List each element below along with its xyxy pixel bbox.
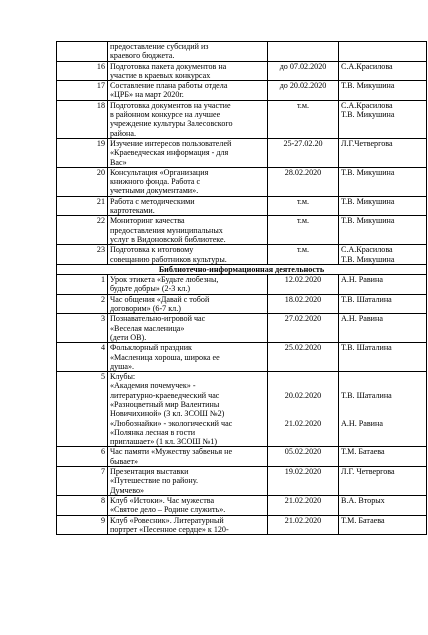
text-line: литературно-краеведческий час [110,390,220,400]
text-line: Работа с методическими [110,196,195,206]
text-line: «ЦРБ» на март 2020г. [110,90,184,100]
row-number: 17 [57,81,108,101]
text-line: «Путешествие по району. [110,476,199,486]
event-date [268,372,339,447]
text-line: А.Н. Равина [341,314,383,324]
text-line: «Любознайки» - экологический час [110,418,233,428]
event-title [108,81,268,101]
event-title [108,495,268,515]
text-line: картотеками. [110,206,155,216]
event-title [108,515,268,535]
event-title [108,196,268,216]
text-line: договорим» (6-7 кл.) [110,304,181,314]
text-line: Л.Г.Четвергова [341,138,393,148]
event-date: т.м. [268,216,339,245]
spacer [341,409,424,418]
text-line: Клуб «Истоки». Час мужества [110,495,215,505]
spacer [270,400,336,409]
row-number: 16 [57,61,108,81]
spacer [270,381,336,390]
table-row [57,167,427,196]
text-line: Подготовка пакета документов на [110,61,227,71]
text-line: Думчево» [110,485,145,495]
text-line: «Краеведческая информация - для [110,148,229,158]
text-line: «Масленица хороша, широка ее [110,352,220,362]
event-date: т.м. [268,245,339,265]
table-row [57,42,427,62]
event-date: до 07.02.2020 [268,61,339,81]
responsible [339,42,427,62]
responsible [339,167,427,196]
responsible [339,314,427,343]
text-line: Познавательно-игровой час [110,314,206,324]
plan-table [56,41,427,535]
event-date: 18.02.2020 [268,294,339,314]
text-line: «Святое дело – Родине служить». [110,505,226,515]
row-number: 20 [57,167,108,196]
text-line: Т.М. Батаева [341,447,385,457]
table-row [57,294,427,314]
table-row [57,275,427,295]
text-line: краевого бюджета. [110,51,175,61]
event-title [108,216,268,245]
text-line: Подготовка документов на участие [110,100,231,110]
event-title [108,294,268,314]
event-title [108,447,268,467]
table-row [57,343,427,372]
row-number: 21 [57,196,108,216]
text-line: Консультация «Организация [110,167,209,177]
responsible [339,447,427,467]
text-line: Т.В. Микушина [341,196,395,206]
text-line: участие в краевых конкурсах [110,70,211,80]
text-line: Клуб «Ровесник». Литературный [110,515,224,525]
text-line: «Разноцветный мир Валентины [110,399,220,409]
text-line: учреждение культуры Залесовского [110,119,233,129]
text-line: С.А.Красилова [341,100,393,110]
responsible [339,61,427,81]
event-date: 28.02.2020 [268,167,339,196]
responsible [339,467,427,496]
text-line: Л.Г. Четвергова [341,467,395,477]
row-number: 18 [57,100,108,138]
event-date: до 20.02.2020 [268,81,339,101]
text-line: душа». [110,361,135,371]
event-title [108,314,268,343]
row-number: 19 [57,138,108,167]
event-date: 27.02.2020 [268,314,339,343]
event-date: 05.02.2020 [268,447,339,467]
text-line: Т.В. Микушина [341,254,395,264]
row-number: 23 [57,245,108,265]
row-number: 22 [57,216,108,245]
text-line: Подготовка к итоговому [110,245,194,255]
section-row [57,264,427,274]
event-title [108,275,268,295]
event-date: 21.02.2020 [268,515,339,535]
row-number: 7 [57,467,108,496]
event-date: 21.02.2020 [268,495,339,515]
text-line: «Полянка лесная в гости [110,427,196,437]
text-line: 21.02.2020 [284,418,322,428]
responsible [339,138,427,167]
table-row [57,447,427,467]
row-number: 4 [57,343,108,372]
event-date: 12.02.2020 [268,275,339,295]
table-row [57,515,427,535]
text-line: услуг в Видоновской библиотеке. [110,234,226,244]
table-row [57,314,427,343]
responsible [339,343,427,372]
responsible [339,81,427,101]
responsible [339,275,427,295]
row-number: 1 [57,275,108,295]
event-date: т.м. [268,100,339,138]
text-line: Урок этикета «Будьте любезны, [110,275,219,285]
text-line: Клубы: [110,372,136,382]
text-line: Час общения «Давай с тобой [110,294,210,304]
table-row [57,245,427,265]
text-line: Т.В. Микушина [341,110,395,120]
text-line: Т.В. Микушина [341,216,395,226]
text-line: Презентация выставки [110,467,189,477]
row-number: 3 [57,314,108,343]
responsible [339,372,427,447]
text-line: Вас» [110,157,127,167]
text-line: Составление плана работы отдела [110,81,228,91]
event-date [268,42,339,62]
text-line: в районном конкурсе на лучшее [110,110,221,120]
event-date: 25.02.2020 [268,343,339,372]
text-line: Мониторинг качества [110,216,185,226]
text-line: предоставления муниципальных [110,225,223,235]
event-title [108,343,268,372]
event-title [108,61,268,81]
text-line: бывает» [110,456,139,466]
text-line: учетными документами». [110,186,199,196]
text-line: района. [110,128,136,138]
text-line: книжного фонда. Работа с [110,177,201,187]
text-line: «Веселая масленица» [110,323,185,333]
event-title [108,100,268,138]
table-row [57,138,427,167]
row-number: 6 [57,447,108,467]
responsible [339,245,427,265]
spacer [270,372,336,381]
spacer [341,400,424,409]
text-line: С.А.Красилова [341,61,393,71]
event-title [108,245,268,265]
text-line: «Академия почемучек» - [110,381,196,391]
row-number: 2 [57,294,108,314]
text-line: предоставление субсидий из [110,42,209,51]
responsible [339,216,427,245]
text-line: В.А. Вторых [341,495,385,505]
row-number: 8 [57,495,108,515]
text-line: будьте добры» (2-3 кл.) [110,284,191,294]
responsible [339,294,427,314]
row-number [57,42,108,62]
event-title [108,138,268,167]
text-line: Т.В. Микушина [341,81,395,91]
text-line: приглашает» (1 кл. ЗСОШ №1) [110,437,218,447]
responsible [339,495,427,515]
row-number: 5 [57,372,108,447]
text-line: портрет «Песенное сердце» к 120- [110,524,229,534]
text-line: совещанию работников культуры. [110,254,227,264]
text-line: Новичихиной» (3 кл. ЗСОШ №2) [110,409,225,419]
event-date: т.м. [268,196,339,216]
table-row [57,100,427,138]
event-title [108,42,268,62]
text-line: 20.02.2020 [284,390,322,400]
table-row [57,372,427,447]
spacer [341,381,424,390]
text-line: С.А.Красилова [341,245,393,255]
text-line: Т.В. Шаталина [341,390,392,400]
responsible [339,100,427,138]
responsible [339,196,427,216]
table-row [57,196,427,216]
table-row [57,216,427,245]
table-row [57,61,427,81]
table-row [57,467,427,496]
text-line: Фольклорный праздник [110,343,192,353]
event-date: 25-27.02.20 [268,138,339,167]
text-line: Т.В. Шаталина [341,294,392,304]
section-title: Библиотечно-информационная деятельность [57,264,427,274]
event-title [108,467,268,496]
event-title [108,167,268,196]
text-line: А.Н. Равина [341,275,383,285]
spacer [341,372,424,381]
text-line: А.Н. Равина [341,418,383,428]
event-title [108,372,268,447]
text-line: Т.В. Шаталина [341,343,392,353]
responsible [339,515,427,535]
event-date: 19.02.2020 [268,467,339,496]
text-line: Т.М. Батаева [341,515,385,525]
row-number: 9 [57,515,108,535]
text-line: Изучение интересов пользователей [110,138,232,148]
text-line: Т.В. Микушина [341,167,395,177]
table-row [57,81,427,101]
table-row [57,495,427,515]
text-line: Час памяти «Мужеству забвенья не [110,447,233,457]
spacer [270,409,336,418]
text-line: (дети ОВ). [110,332,147,342]
